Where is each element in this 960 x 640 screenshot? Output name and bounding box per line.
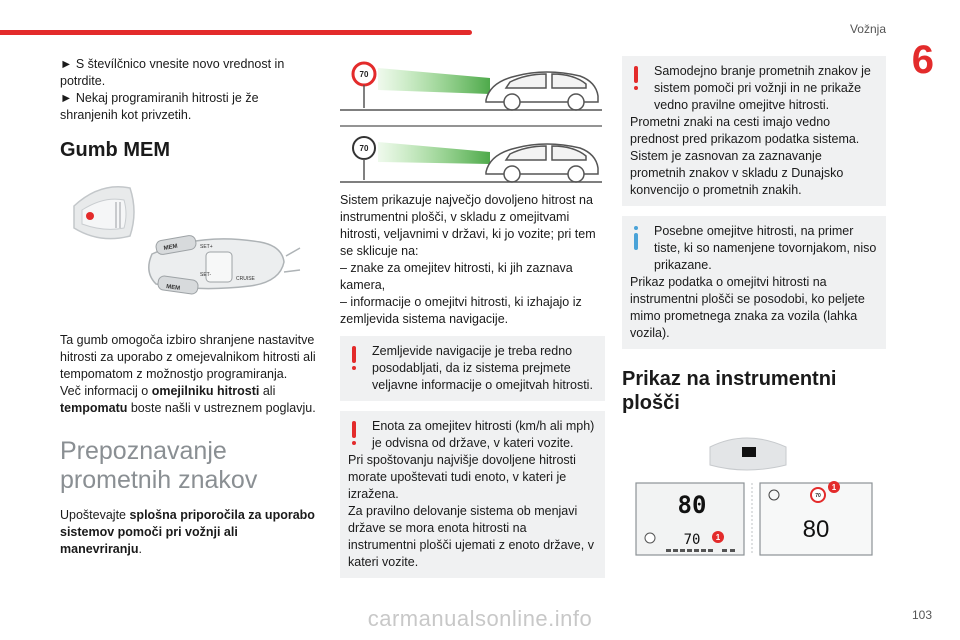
instrument-display-heading: Prikaz na instrumentni plošči [622, 368, 837, 414]
warning-icon [352, 421, 357, 445]
warning-icon [352, 346, 357, 370]
car-icon [486, 72, 598, 110]
traffic-sign-recognition-heading: Prepoznavanje prometnih znakov [60, 437, 258, 494]
stalk-label-set-plus: SET+ [200, 244, 213, 250]
instrument-display-figure [622, 425, 886, 565]
right-display-limit: 70 [815, 493, 821, 499]
sign-system-item-1: – znake za omejitev hitrosti, ki jih zaznava kamera, [340, 261, 573, 292]
page-number: 103 [911, 608, 932, 622]
warning-icon [634, 66, 639, 90]
sign-speed-value-2: 70 [359, 144, 369, 153]
sign-recognition-intro: Upoštevajte splošna priporočila za uporabo sistemov pomoči pri vožnji ali manevriranju. [60, 508, 315, 556]
warning-note-units: Enota za omejitev hitrosti (km/h ali mph) je odvisna od države, v kateri vozite. Pri spoštovanju najvišje dovoljene hitrosti morate upoštevati tudi enoto, v kateri je izražena. Za pravilno delovanje sistema ob menjavi države se mora enota hitrosti na instrumentni plošči ujemati z enoto države, v kateri vozite. [340, 411, 605, 578]
column-2 [340, 56, 605, 588]
sign-figure-dashboard-sign [340, 120, 605, 186]
sign-speed-value: 70 [359, 70, 369, 79]
instruction-1: ► S števílčnico vnesite novo vrednost in potrdite. [60, 57, 285, 88]
mem-text-1: Ta gumb omogoča izbiro shranjene nastavitve hitrosti za uporabo z omejevalnikom hitrosti ali tempomatom z možnostjo programiranja. [60, 333, 316, 381]
warning-note-navigation: Zemljevide navigacije je treba redno posodabljati, da iz sistema prejmete veljavne informacije o omejitvah hitrosti. [340, 336, 605, 401]
right-display-speed: 80 [802, 516, 830, 543]
warning-note-reading: Samodejno branje prometnih znakov je sistem pomoči pri vožnji in ne prikaže vedno pravilne omejitve hitrosti. Prometni znaki na cesti imajo vedno prednost pred prikazom podatka sistema. Sistem je zasnovan za zaznavanje prometnih znakov v skladu z Dunajsko konvencijo o prometnih znakih. [622, 56, 886, 206]
watermark: carmanualsonline.info [367, 606, 593, 631]
left-display-speed: 80 [677, 491, 707, 519]
mem-stalk-figure [60, 172, 318, 322]
column-1 [60, 56, 318, 558]
sign-figure-real-sign [340, 56, 605, 116]
sign-system-item-2: – informacije o omejitvi hitrosti, ki izhajajo iz zemljevida sistema navigacije. [340, 295, 582, 326]
mem-text-2: Več informacij o omejilniku hitrosti ali tempomatu boste našli v ustreznem poglavju. [60, 384, 316, 415]
steering-wheel-icon [74, 187, 134, 239]
stalk-label-mem-bottom: MEM [165, 284, 181, 292]
chapter-number: 6 [911, 38, 934, 82]
info-note-special-limits: Posebne omejitve hitrosti, na primer tiste, ki so namenjene tovornjakom, niso prikazane. Prikaz podatka o omejitvi hitrosti na instrumentni plošči se posodobi, ko peljete mimo prometnega znaka za vozila (lahka vozila). [622, 216, 886, 349]
dashboard-icon [710, 438, 786, 470]
left-display-limit: 70 [683, 532, 701, 548]
callout-left: 1 [715, 533, 721, 542]
stalk-label-set-minus: SET- [200, 272, 212, 278]
column-3 [622, 56, 886, 565]
section-title: Vožnja [849, 22, 886, 36]
mem-heading: Gumb MEM [60, 139, 170, 161]
car-icon-2 [486, 144, 598, 182]
stalk-label-mem-top: MEM [163, 243, 179, 252]
info-icon [634, 226, 639, 250]
callout-right: 1 [831, 483, 837, 492]
left-display-sign-icon [645, 533, 655, 543]
stalk-label-cruise: CRUISE [236, 276, 255, 282]
instruction-2: ► Nekaj programiranih hitrosti je že shranjenih kot privzetih. [60, 91, 259, 122]
header-accent-bar [0, 30, 472, 35]
sign-system-text: Sistem prikazuje največjo dovoljeno hitrost na instrumentni plošči, v skladu z omejitvami hitrosti, veljavnimi v državi, ki jo vozite; pri tem se sklicuje na: [340, 193, 596, 258]
